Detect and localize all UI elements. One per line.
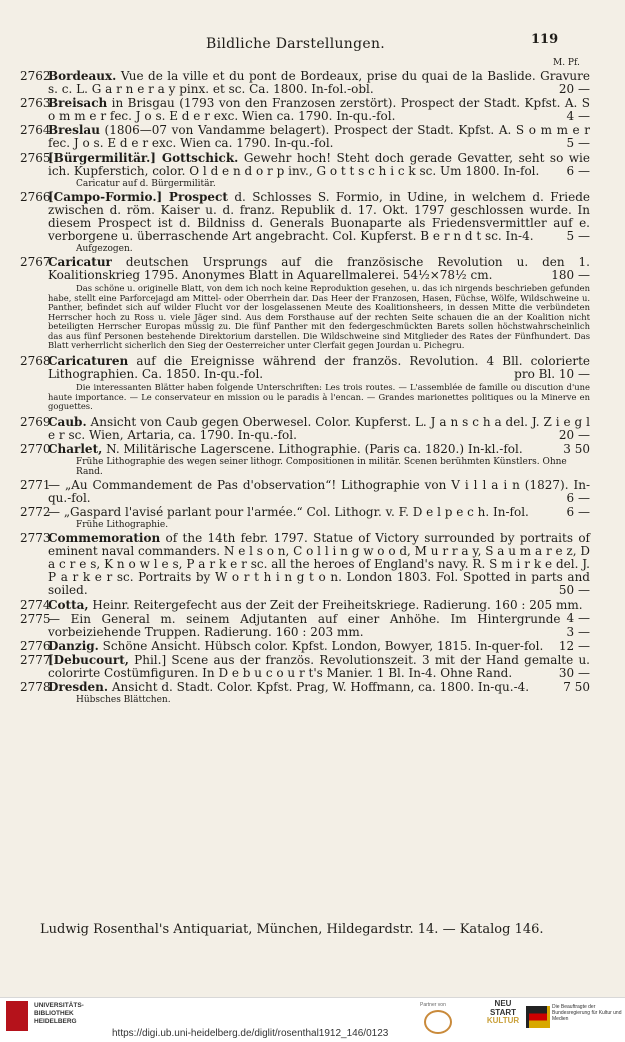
entry-number: 2776 <box>20 638 51 653</box>
partner-logo-icon <box>424 1010 452 1034</box>
entry-price: 5 — <box>566 136 590 151</box>
catalog-entry <box>20 97 590 123</box>
entry-text <box>48 479 590 505</box>
entry-description: Ansicht d. Stadt. Color. Kpfst. Prag, W. Hoffmann, ca. 1800. In-qu.-4. <box>108 680 530 695</box>
entry-description: Vue de la ville et du pont de Bordeaux, prise du quai de la Baslide. Gravure s. c. L. G a r n e r a y pinx. et sc. Ca. 1800. In-fol.-obl. <box>48 69 590 97</box>
catalog-footer: Ludwig Rosenthal's Antiquariat, München, Hildegardstr. 14. — Katalog 146. <box>40 922 544 937</box>
entry-text <box>48 256 590 282</box>
entry-number: 2775 <box>20 611 51 626</box>
library-name: UNIVERSITÄTS- BIBLIOTHEK HEIDELBERG <box>34 1002 84 1025</box>
entry-description: auf die Ereignisse während der französ. Revolution. 4 Bll. colorierte Lithographien. Ca. 1850. In-qu.-fol. <box>48 353 590 381</box>
entry-commentary: Die interessanten Blätter haben folgende Unterschriften: Les trois routes. — L'assemblée de famille ou discution d'une haute importance. — Le conservateur en mission ou le paradis à l'encan. — Grandes marionettes politiques ou la Minerve en goguettes. <box>48 382 590 411</box>
entry-lead: [Debucourt, <box>48 652 129 667</box>
university-library-logo-icon <box>6 1001 28 1031</box>
page-header-title: Bildliche Darstellungen. <box>206 36 386 52</box>
entry-description: in Brisgau (1793 von den Franzosen zerstört). Prospect der Stadt. Kpfst. A. S o m m e r fec. J o s. E d e r exc. Wien ca. 1790. In-qu.-fol. <box>48 96 590 124</box>
entry-number: 2769 <box>20 414 51 429</box>
entry-text <box>48 191 590 243</box>
entry-lead: Cotta, <box>48 597 89 612</box>
entry-price: 30 — <box>558 666 590 680</box>
entry-price: 12 — <box>558 638 590 653</box>
entry-lead: Breisach <box>48 96 108 111</box>
entry-lead: Caub. <box>48 414 87 429</box>
entry-lead: Bordeaux. <box>48 69 117 83</box>
entry-lead: [Bürgermilitär.] Gottschick. <box>48 150 239 165</box>
entry-price: 5 — <box>566 229 590 244</box>
catalog-entry <box>20 506 590 519</box>
entry-number: 2767 <box>20 255 51 270</box>
neustart-word-1: NEU <box>494 999 512 1008</box>
catalog-entry <box>20 124 590 150</box>
entry-lead: Charlet, <box>48 441 103 456</box>
entry-description: — „Au Commandement de Pas d'observation“! Lithographie von V i l l a i n (1827). In-qu.-fol. <box>48 477 590 505</box>
entry-lead: Danzig. <box>48 638 99 653</box>
entry-note: Frühe Lithographie des wegen seiner lithogr. Compositionen in militär. Scenen berühmten Künstlers. Ohne Rand. <box>76 456 567 477</box>
entry-price: 3 50 <box>563 441 590 456</box>
entry-number: 2771 <box>20 477 51 492</box>
entry-note: Caricatur auf d. Bürgermilitär. <box>76 178 216 189</box>
entry-note: Aufgezogen. <box>76 244 133 255</box>
catalog-entry <box>20 532 590 597</box>
entry-price: 4 — <box>566 610 590 625</box>
entry-lead: Caricatur <box>48 255 112 270</box>
entry-price: 7 50 <box>563 680 590 695</box>
entry-description: of the 14th febr. 1797. Statue of Victory surrounded by portraits of eminent naval commanders. N e l s o n, C o l l i n g w o o d, M u r r a y, S a u m a r e z, D a c r e s, K n o w l e s, P a r k e r sc. all the heroes of England's navy. R. S m i r k e del. J. P a r k e r sc. Portraits by W o r t h i n g t o n. London 1803. Fol. Spotted in parts and soiled. <box>48 531 590 598</box>
entry-price: 20 — <box>558 82 590 97</box>
entry-text <box>48 152 590 178</box>
entry-number: 2762 <box>20 69 51 83</box>
document-url[interactable]: https://digi.ub.uni-heidelberg.de/diglit/rosenthal1912_146/0123 <box>112 1028 389 1039</box>
entry-number: 2774 <box>20 597 51 612</box>
catalog-entry <box>20 152 590 178</box>
federal-eagle-icon <box>526 1006 550 1028</box>
entry-lead: Dresden. <box>48 680 109 695</box>
entry-description: Ansicht von Caub gegen Oberwesel. Color. Kupferst. L. J a n s c h a del. J. Z i e g l e r sc. Wien, Artaria, ca. 1790. In-qu.-fol. <box>48 414 590 442</box>
entry-description: Phil.] Scene aus der französ. Revolutionszeit. 3 mit der Hand gemalte u. colorirte Costümfiguren. In D e b u c o u r t's Manier. 1 Bl. In-4. Ohne Rand. <box>48 652 590 680</box>
page-number: 119 <box>531 32 559 47</box>
entry-price: 4 — <box>566 109 590 124</box>
catalog-entries <box>20 70 590 707</box>
catalog-entry <box>20 610 590 639</box>
entry-text <box>48 654 590 680</box>
entry-number: 2763 <box>20 96 51 111</box>
entry-number: 2778 <box>20 680 51 695</box>
catalog-entry <box>20 70 590 96</box>
entry-number: 2772 <box>20 504 51 519</box>
neustart-word-2: START <box>489 1007 517 1017</box>
catalog-entry <box>20 256 590 282</box>
entry-number: 2773 <box>20 531 51 546</box>
entry-price: 6 — <box>566 504 590 519</box>
entry-text <box>48 70 590 96</box>
entry-text <box>48 532 590 597</box>
entry-number: 2765 <box>20 150 51 165</box>
entry-text <box>48 416 590 442</box>
entry-description: (1806—07 von Vandamme belagert). Prospect der Stadt. Kpfst. A. S o m m e r fec. J o s. E d e r exc. Wien ca. 1790. In-qu.-fol. <box>48 123 590 151</box>
catalog-entry <box>20 416 590 442</box>
catalog-entry <box>20 654 590 680</box>
catalog-entry <box>20 640 590 653</box>
catalog-entry <box>20 681 590 694</box>
entry-commentary: Das schöne u. originelle Blatt, von dem ich noch keine Reproduktion gesehen, u. das ich nirgends beschrieben gefunden habe, stellt eine Parforcejagd am Mittel- oder Oberrhein dar. Das Heer der Franzosen, Hasen, Füchse, Wölfe, Wildschweine u. Panther, befindet sich auf wilder Flucht vor der losgelassenen Meute des Koalitionsheers, in dessen Mitte die verbündeten Herrscher hoch zu Ross u. viele Jäger sind. Aus dem Forsthause auf der rechten Seite schauen die an der Koalition nicht beteiligten Herrscher Europas müssig zu. Die fünf Panther mit den federgeschmückten Barets sollen höchstwahrscheinlich das aus fünf Personen bestehende Direktorium darstellen. Die Wildschweine sind Mitglieder des Rates der Fünfhundert. Das Blatt verherrlicht sicherlich den Sieg der Oesterreicher unter Clerfait gegen Jourdan u. Pichegru. <box>48 283 590 351</box>
entry-text <box>48 640 590 653</box>
entry-price: 6 — <box>566 163 590 178</box>
entry-text <box>48 124 590 150</box>
currency-header: M. Pf. <box>553 58 580 68</box>
entry-text <box>48 443 590 456</box>
entry-description: deutschen Ursprungs auf die französische Revolution u. den 1. Koalitionskrieg 1795. Anonymes Blatt in Aquarellmalerei. 54½×78½ cm. <box>48 255 590 283</box>
entry-lead: Breslau <box>48 123 100 138</box>
entry-note: Hübsches Blättchen. <box>76 695 171 706</box>
entry-note: Frühe Lithographie. <box>76 520 169 531</box>
neustart-kultur-logo <box>486 1000 520 1026</box>
catalog-entry <box>20 355 590 381</box>
entry-price: pro Bl. 10 — <box>514 366 590 381</box>
entry-number: 2766 <box>20 189 51 204</box>
entry-text <box>48 506 590 519</box>
catalog-entry <box>20 479 590 505</box>
entry-lead: Commemoration <box>48 531 161 546</box>
neustart-word-3: KULTUR <box>486 1016 520 1025</box>
entry-number: 2770 <box>20 441 51 456</box>
entry-price: 6 — <box>566 490 590 505</box>
entry-description: d. Schlosses S. Formio, in Udine, in welchem d. Friede zwischen d. röm. Kaiser u. d. franz. Republik d. 17. Okt. 1797 geschlossen wurde. In diesem Prospect ist d. Bildniss d. Generals Buonaparte als Friedensvermittler auf e. verborgene u. überraschende Art angebracht. Col. Kupferst. B e r n d t sc. In-4. <box>48 189 591 244</box>
entry-number: 2777 <box>20 652 51 667</box>
catalog-entry <box>20 191 590 243</box>
entry-description: Heinr. Reitergefecht aus der Zeit der Freiheitskriege. Radierung. 160 : 205 mm. <box>88 597 583 612</box>
entry-text <box>48 355 590 381</box>
entry-number: 2768 <box>20 353 51 368</box>
entry-text <box>48 681 590 694</box>
entry-text <box>48 97 590 123</box>
catalog-entry <box>20 443 590 456</box>
entry-lead: Caricaturen <box>48 353 129 368</box>
viewer-bottom-bar <box>0 997 625 1042</box>
entry-description: — Ein General m. seinem Adjutanten auf einer Anhöhe. Im Hintergrunde vorbeiziehende Truppen. Radierung. 160 : 203 mm. <box>48 611 561 639</box>
entry-number: 2764 <box>20 123 51 138</box>
entry-price: 3 — <box>566 624 590 639</box>
bkm-label: Die Beauftragte der Bundesregierung für Kultur und Medien <box>552 1004 622 1022</box>
entry-price: 50 — <box>558 583 590 598</box>
partner-label: Partner von <box>420 1002 446 1008</box>
entry-price: 180 — <box>551 268 590 283</box>
entry-price: 20 — <box>558 427 590 442</box>
entry-description: Gewehr hoch! Steht doch gerade Gevatter, seht so wie ich. Kupferstich, color. O l d e n d o r p inv., G o t t s c h i c k sc. Um 1800. In-fol. <box>48 150 590 178</box>
entry-lead: [Campo-Formio.] Prospect <box>48 189 228 204</box>
entry-description: — „Gaspard l'avisé parlant pour l'armée.“ Col. Lithogr. v. F. D e l p e c h. In-fol. <box>48 504 529 519</box>
entry-description: N. Militärische Lagerscene. Lithographie. (Paris ca. 1820.) In-kl.-fol. <box>102 441 523 456</box>
entry-description: Schöne Ansicht. Hübsch color. Kpfst. London, Bowyer, 1815. In-quer-fol. <box>98 638 544 653</box>
entry-text <box>48 610 590 639</box>
